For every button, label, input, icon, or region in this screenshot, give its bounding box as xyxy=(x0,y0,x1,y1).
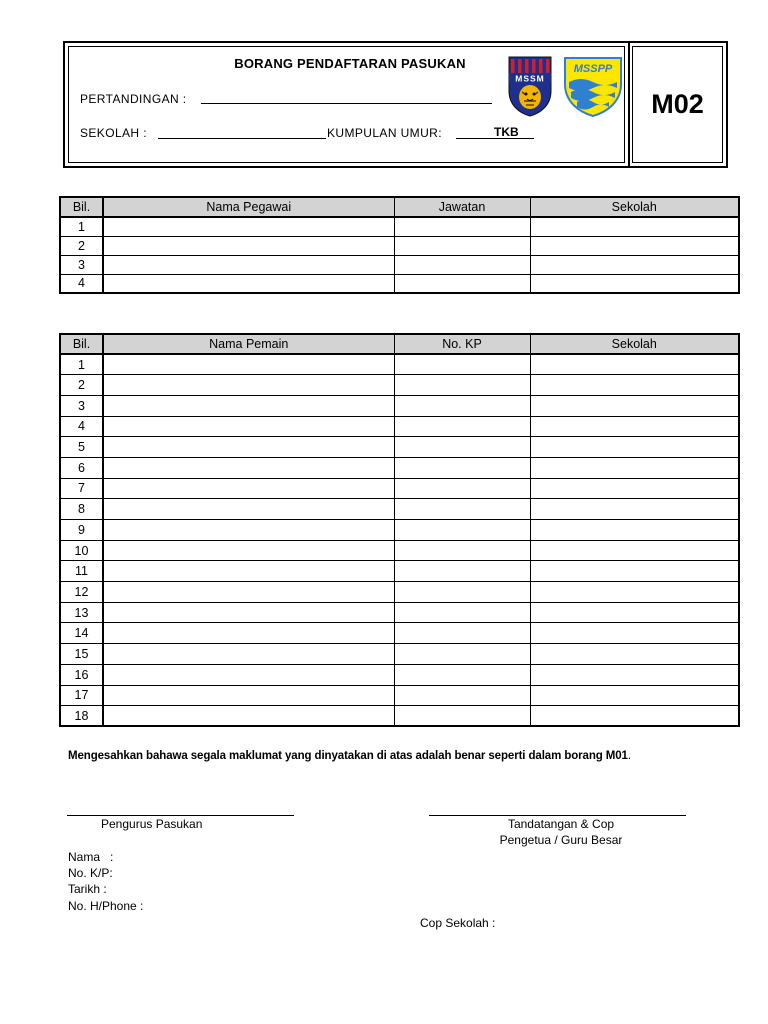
principal-signature-line[interactable] xyxy=(429,815,686,816)
players-row-number: 15 xyxy=(60,644,103,665)
players-cell-name[interactable] xyxy=(103,664,394,685)
players-cell-name[interactable] xyxy=(103,540,394,561)
header-divider xyxy=(628,41,630,168)
players-cell-name[interactable] xyxy=(103,561,394,582)
players-cell-col2[interactable] xyxy=(394,664,530,685)
players-cell-school[interactable] xyxy=(530,561,739,582)
players-cell-col2[interactable] xyxy=(394,685,530,706)
officials-cell-col2[interactable] xyxy=(394,217,530,236)
players-cell-name[interactable] xyxy=(103,582,394,603)
officials-cell-col2[interactable] xyxy=(394,255,530,274)
players-row xyxy=(60,561,739,582)
players-row-number: 10 xyxy=(60,540,103,561)
players-cell-name[interactable] xyxy=(103,416,394,437)
players-row-number: 17 xyxy=(60,685,103,706)
players-cell-school[interactable] xyxy=(530,416,739,437)
players-cell-col2[interactable] xyxy=(394,582,530,603)
tiger-head-icon xyxy=(519,85,541,109)
players-cell-name[interactable] xyxy=(103,602,394,623)
players-cell-school[interactable] xyxy=(530,395,739,416)
form-code: M02 xyxy=(632,46,723,163)
players-cell-col2[interactable] xyxy=(394,520,530,541)
players-row-number: 16 xyxy=(60,664,103,685)
players-cell-col2[interactable] xyxy=(394,706,530,727)
players-cell-school[interactable] xyxy=(530,354,739,375)
players-row-number: 5 xyxy=(60,437,103,458)
players-cell-school[interactable] xyxy=(530,520,739,541)
players-cell-col2[interactable] xyxy=(394,395,530,416)
players-cell-name[interactable] xyxy=(103,520,394,541)
mssm-logo-text: MSSM xyxy=(515,73,545,84)
players-cell-col2[interactable] xyxy=(394,561,530,582)
players-cell-name[interactable] xyxy=(103,437,394,458)
players-cell-school[interactable] xyxy=(530,478,739,499)
players-row-number: 9 xyxy=(60,520,103,541)
players-cell-col2[interactable] xyxy=(394,602,530,623)
players-cell-school[interactable] xyxy=(530,706,739,727)
players-cell-school[interactable] xyxy=(530,582,739,603)
players-cell-name[interactable] xyxy=(103,644,394,665)
players-row xyxy=(60,354,739,375)
officials-row xyxy=(60,274,739,293)
players-col-no: Bil. xyxy=(60,334,103,354)
officials-row xyxy=(60,236,739,255)
manager-signature-line[interactable] xyxy=(67,815,294,816)
players-table xyxy=(59,333,740,727)
school-label: SEKOLAH : xyxy=(80,126,147,140)
players-row-number: 6 xyxy=(60,457,103,478)
declaration-main: Mengesahkan bahawa segala maklumat yang dinyatakan di atas adalah benar seperti dalam borang M01 xyxy=(68,750,628,762)
players-cell-school[interactable] xyxy=(530,457,739,478)
manager-label: Pengurus Pasukan xyxy=(101,817,203,831)
school-stamp-label: Cop Sekolah : xyxy=(420,916,496,930)
declaration-period: . xyxy=(627,750,631,762)
officials-cell-school[interactable] xyxy=(530,236,739,255)
school-field[interactable] xyxy=(158,138,326,139)
signature-label: Tandatangan & Cop xyxy=(507,817,615,831)
players-cell-name[interactable] xyxy=(103,685,394,706)
players-cell-name[interactable] xyxy=(103,354,394,375)
players-row xyxy=(60,602,739,623)
msspp-logo-text: MSSPP xyxy=(573,63,613,75)
players-row xyxy=(60,644,739,665)
players-row-number: 1 xyxy=(60,354,103,375)
players-cell-col2[interactable] xyxy=(394,540,530,561)
players-cell-name[interactable] xyxy=(103,499,394,520)
players-cell-col2[interactable] xyxy=(394,375,530,396)
officials-cell-name[interactable] xyxy=(103,236,394,255)
players-cell-col2[interactable] xyxy=(394,354,530,375)
officials-cell-col2[interactable] xyxy=(394,236,530,255)
officials-col-position: Jawatan xyxy=(394,197,530,217)
competition-label: PERTANDINGAN : xyxy=(80,92,187,106)
players-row xyxy=(60,540,739,561)
players-cell-col2[interactable] xyxy=(394,457,530,478)
players-cell-name[interactable] xyxy=(103,623,394,644)
phone-label: No. H/Phone : xyxy=(68,899,144,913)
officials-table xyxy=(59,196,740,294)
players-cell-name[interactable] xyxy=(103,478,394,499)
officials-cell-col2[interactable] xyxy=(394,274,530,293)
players-cell-name[interactable] xyxy=(103,706,394,727)
players-header-row xyxy=(60,334,739,354)
msspp-logo-icon xyxy=(563,56,623,118)
officials-row-number: 3 xyxy=(60,255,103,274)
players-cell-school[interactable] xyxy=(530,644,739,665)
officials-col-school: Sekolah xyxy=(530,197,739,217)
players-row-number: 12 xyxy=(60,582,103,603)
players-cell-school[interactable] xyxy=(530,437,739,458)
players-row-number: 14 xyxy=(60,623,103,644)
players-row-number: 8 xyxy=(60,499,103,520)
officials-row xyxy=(60,217,739,236)
officials-row-number: 4 xyxy=(60,274,103,293)
players-row xyxy=(60,478,739,499)
players-cell-school[interactable] xyxy=(530,540,739,561)
players-row xyxy=(60,457,739,478)
players-col-name: Nama Pemain xyxy=(103,334,394,354)
officials-cell-school[interactable] xyxy=(530,255,739,274)
players-row-number: 7 xyxy=(60,478,103,499)
date-label: Tarikh : xyxy=(68,882,107,896)
players-row xyxy=(60,499,739,520)
players-row xyxy=(60,520,739,541)
competition-field[interactable] xyxy=(201,103,492,104)
players-row-number: 13 xyxy=(60,602,103,623)
players-row-number: 3 xyxy=(60,395,103,416)
players-row xyxy=(60,375,739,396)
players-cell-school[interactable] xyxy=(530,499,739,520)
principal-label: Pengetua / Guru Besar xyxy=(499,833,623,847)
players-cell-col2[interactable] xyxy=(394,499,530,520)
officials-col-no: Bil. xyxy=(60,197,103,217)
officials-cell-school[interactable] xyxy=(530,274,739,293)
players-col-school: Sekolah xyxy=(530,334,739,354)
players-row xyxy=(60,437,739,458)
players-row-number: 4 xyxy=(60,416,103,437)
officials-row-number: 1 xyxy=(60,217,103,236)
players-cell-school[interactable] xyxy=(530,685,739,706)
players-row xyxy=(60,395,739,416)
officials-header-row xyxy=(60,197,739,217)
officials-cell-name[interactable] xyxy=(103,255,394,274)
players-col-ic: No. KP xyxy=(394,334,530,354)
officials-cell-name[interactable] xyxy=(103,217,394,236)
players-cell-col2[interactable] xyxy=(394,623,530,644)
declaration-text xyxy=(68,750,631,762)
players-cell-col2[interactable] xyxy=(394,478,530,499)
players-cell-col2[interactable] xyxy=(394,437,530,458)
players-row xyxy=(60,582,739,603)
players-cell-name[interactable] xyxy=(103,395,394,416)
players-row xyxy=(60,623,739,644)
players-cell-col2[interactable] xyxy=(394,644,530,665)
players-cell-school[interactable] xyxy=(530,375,739,396)
players-row xyxy=(60,706,739,727)
players-row xyxy=(60,664,739,685)
age-group-value: TKB xyxy=(494,125,519,139)
officials-cell-name[interactable] xyxy=(103,274,394,293)
players-row-number: 2 xyxy=(60,375,103,396)
age-group-label: KUMPULAN UMUR: xyxy=(327,126,442,140)
form-title: BORANG PENDAFTARAN PASUKAN xyxy=(234,56,466,71)
players-cell-school[interactable] xyxy=(530,602,739,623)
players-cell-school[interactable] xyxy=(530,664,739,685)
officials-row-number: 2 xyxy=(60,236,103,255)
players-cell-name[interactable] xyxy=(103,457,394,478)
name-label: Nama : xyxy=(68,850,114,864)
ic-label: No. K/P: xyxy=(68,866,113,880)
players-cell-name[interactable] xyxy=(103,375,394,396)
players-cell-col2[interactable] xyxy=(394,416,530,437)
officials-row xyxy=(60,255,739,274)
officials-col-name: Nama Pegawai xyxy=(103,197,394,217)
officials-cell-school[interactable] xyxy=(530,217,739,236)
players-row xyxy=(60,416,739,437)
players-cell-school[interactable] xyxy=(530,623,739,644)
players-row-number: 11 xyxy=(60,561,103,582)
mssm-logo-icon xyxy=(507,55,553,117)
players-row-number: 18 xyxy=(60,706,103,727)
players-row xyxy=(60,685,739,706)
